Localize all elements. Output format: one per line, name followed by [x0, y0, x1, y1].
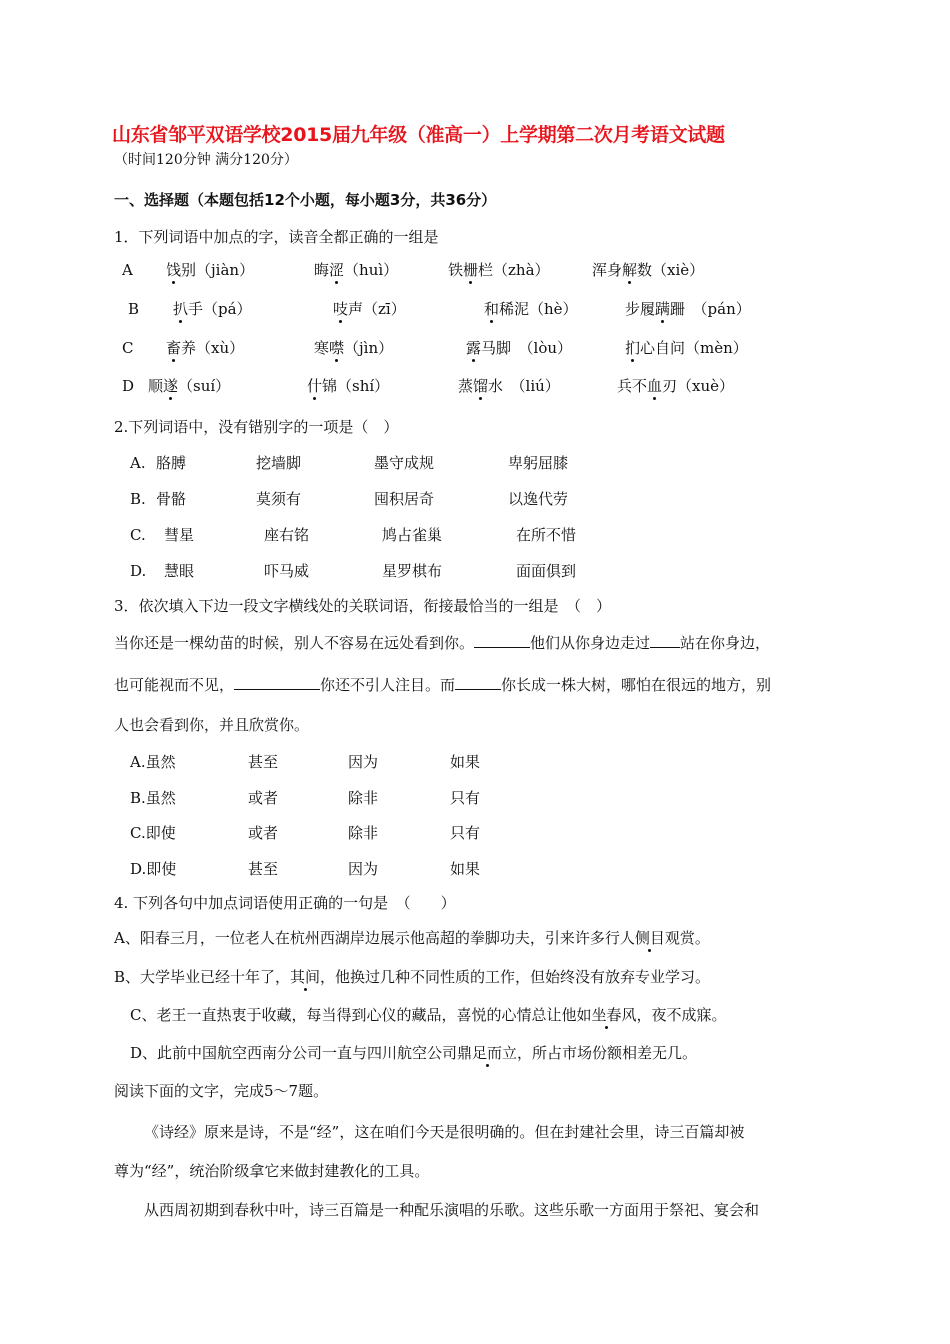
q4-dotted-term: 其间	[290, 968, 321, 986]
q2-item: 胳膊	[156, 454, 187, 472]
q3-item: 只有	[450, 789, 481, 807]
q1-item: 寒噤（jìn）	[314, 339, 394, 357]
q3-text: 你还不引人注目。而	[320, 676, 456, 694]
q2-label: B.	[130, 490, 146, 508]
q4-text: A、阳春三月，一位老人在杭州西湖岸边展示他高超的拳脚功夫，引来许多行人	[114, 929, 635, 947]
q2-stem: 2.下列词语中，没有错别字的一项是（ ）	[114, 418, 399, 436]
q3-label: A.虽然	[130, 753, 176, 771]
q2-label: D.	[130, 562, 147, 580]
q1-item: 饯别（jiàn）	[166, 261, 255, 279]
reading-intro: 阅读下面的文字，完成5～7题。	[114, 1082, 329, 1100]
q3-item: 除非	[348, 824, 379, 842]
q4-option-b	[114, 967, 710, 987]
q4-text: B、大学毕业已经十年了，	[114, 968, 291, 986]
q1-label: B	[128, 300, 140, 318]
q4-text: ，夜不成寐。	[636, 1006, 727, 1024]
q2-item: 星罗棋布	[382, 562, 443, 580]
q1-item: 晦涩（huì）	[314, 261, 399, 279]
q3-item: 除非	[348, 789, 379, 807]
q2-item: 囤积居奇	[374, 490, 435, 508]
q1-item: 浑身解数（xiè）	[592, 261, 705, 279]
exam-subtitle: （时间120分钟 满分120分）	[114, 152, 298, 168]
answer-blank	[234, 675, 320, 690]
q3-item: 只有	[450, 824, 481, 842]
q3-item: 甚至	[248, 860, 279, 878]
q3-item: 或者	[248, 824, 279, 842]
q1-label: C	[122, 339, 134, 357]
exam-title: 山东省邹平双语学校2015届九年级（准高一）上学期第二次月考语文试题	[112, 124, 725, 146]
answer-blank	[455, 675, 501, 690]
q3-label: B.虽然	[130, 789, 176, 807]
q1-item: 扪心自问（mèn）	[625, 339, 748, 357]
reading-paragraph-1-line-2: 尊为“经”，统治阶级拿它来做封建教化的工具。	[114, 1162, 430, 1180]
q3-passage-line-3: 人也会看到你，并且欣赏你。	[114, 716, 310, 734]
q1-item: 铁栅栏（zhà）	[448, 261, 550, 279]
q1-label: D	[122, 377, 135, 395]
q1-item: 兵不血刃（xuè）	[617, 377, 735, 395]
q2-item: 以逸代劳	[508, 490, 569, 508]
q3-passage-line-2	[114, 675, 771, 695]
q3-text: 你长成一株大树，哪怕在很远的地方，别	[501, 676, 772, 694]
q4-stem: 4. 下列各句中加点词语使用正确的一句是 （ ）	[114, 894, 456, 912]
q3-text: 他们从你身边走过	[530, 634, 651, 652]
q1-item: 顺遂（suí）	[148, 377, 231, 395]
q4-text: ，他换过几种不同性质的工作，但始终没有放弃专业学习。	[320, 968, 711, 986]
q3-text: 站在你身边，	[680, 634, 771, 652]
q2-item: 卑躬屈膝	[508, 454, 569, 472]
q3-label: C.即使	[130, 824, 176, 842]
q4-option-a	[114, 928, 710, 948]
q2-item: 面面俱到	[516, 562, 577, 580]
section-heading: 一、选择题（本题包括12个小题，每小题3分，共36分）	[114, 191, 497, 209]
q1-item: 露马脚 （lòu）	[466, 339, 573, 357]
q2-item: 吓马威	[264, 562, 310, 580]
q3-text: 也可能视而不见，	[114, 676, 235, 694]
q4-text: ，所占市场份额相差无几。	[517, 1044, 698, 1062]
q3-stem: 3．依次填入下边一段文字横线处的关联词语，衔接最恰当的一组是 （ ）	[114, 597, 612, 615]
q4-option-d	[130, 1043, 697, 1063]
q2-item: 在所不惜	[516, 526, 577, 544]
q4-option-c	[130, 1005, 727, 1025]
q1-stem: 1．下列词语中加点的字，读音全都正确的一组是	[114, 228, 439, 246]
q1-item: 步履蹒跚 （pán）	[625, 300, 751, 318]
q1-item: 吱声（zī）	[333, 300, 406, 318]
q3-text: 当你还是一棵幼苗的时候，别人不容易在远处看到你。	[114, 634, 475, 652]
q4-dotted-term: 如坐春风	[576, 1006, 637, 1024]
q2-item: 墨守成规	[374, 454, 435, 472]
q3-item: 因为	[348, 860, 379, 878]
q4-text: D、此前中国航空西南分公司一直与四川航空公司	[130, 1044, 458, 1062]
q2-item: 彗星	[164, 526, 195, 544]
q1-item: 什锦（shí）	[307, 377, 390, 395]
q3-item: 如果	[450, 860, 481, 878]
q1-label: A	[122, 261, 133, 279]
q4-text: 观赏。	[664, 929, 710, 947]
q4-dotted-term: 侧目	[634, 929, 665, 947]
reading-paragraph-1-line-1: 《诗经》原来是诗，不是“经”，这在咱们今天是很明确的。但在封建社会里，诗三百篇却被	[144, 1123, 745, 1141]
answer-blank	[474, 633, 530, 648]
q1-item: 蒸馏水 （liú）	[458, 377, 560, 395]
q3-item: 或者	[248, 789, 279, 807]
q2-item: 鸠占雀巢	[382, 526, 443, 544]
q1-item: 和稀泥（hè）	[484, 300, 578, 318]
q2-item: 莫须有	[256, 490, 302, 508]
q1-item: 扒手（pá）	[173, 300, 252, 318]
q2-item: 挖墙脚	[256, 454, 302, 472]
q3-label: D.即使	[130, 860, 177, 878]
answer-blank	[650, 633, 680, 648]
q3-item: 因为	[348, 753, 379, 771]
q3-item: 甚至	[248, 753, 279, 771]
q2-item: 骨骼	[156, 490, 187, 508]
q4-dotted-term: 鼎足而立	[457, 1044, 518, 1062]
q2-item: 座右铭	[264, 526, 310, 544]
q3-item: 如果	[450, 753, 481, 771]
q2-label: A.	[130, 454, 146, 472]
q3-passage-line-1	[114, 633, 770, 653]
q2-label: C.	[130, 526, 146, 544]
reading-paragraph-2-line-1: 从西周初期到春秋中叶，诗三百篇是一种配乐演唱的乐歌。这些乐歌一方面用于祭祀、宴会和	[144, 1201, 760, 1219]
q2-item: 慧眼	[164, 562, 195, 580]
q1-item: 畜养（xù）	[166, 339, 245, 357]
q4-text: C、老王一直热衷于收藏，每当得到心仪的藏品，喜悦的心情总让他	[130, 1006, 577, 1024]
